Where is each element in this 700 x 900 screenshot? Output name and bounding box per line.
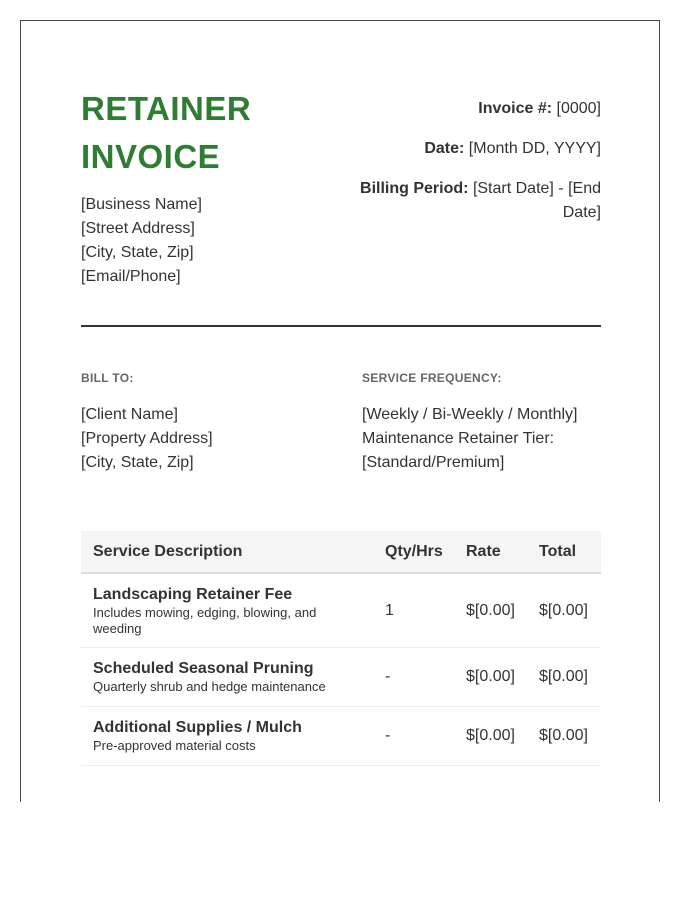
invoice-date-label: Date: xyxy=(424,140,465,157)
header-rate: Rate xyxy=(454,531,527,573)
service-detail: Pre-approved material costs xyxy=(93,738,256,753)
services-table xyxy=(81,531,601,766)
tier-value: [Standard/Premium] xyxy=(362,454,505,471)
service-frequency-info xyxy=(362,403,577,475)
invoice-number-row xyxy=(341,97,601,121)
service-name: Landscaping Retainer Fee xyxy=(93,585,293,603)
business-name: [Business Name] xyxy=(81,196,202,213)
header-qty-hrs: Qty/Hrs xyxy=(373,531,454,573)
service-detail: Includes mowing, edging, blowing, and weeding xyxy=(93,604,317,636)
client-city: [City, State, Zip] xyxy=(81,454,194,471)
invoice-date-value: [Month DD, YYYY] xyxy=(468,140,601,157)
invoice-number-label: Invoice #: xyxy=(478,100,553,117)
client-name: [Client Name] xyxy=(81,406,178,423)
table-row xyxy=(81,707,601,766)
total-cell: $[0.00] xyxy=(527,648,601,707)
service-name: Scheduled Seasonal Pruning xyxy=(93,660,314,677)
business-street: [Street Address] xyxy=(81,220,195,237)
header-total: Total xyxy=(527,531,601,573)
total-cell: $[0.00] xyxy=(527,707,601,766)
invoice-page xyxy=(20,20,660,802)
bill-to-label: BILL TO: xyxy=(81,371,134,385)
service-description-cell xyxy=(81,648,373,707)
service-description-cell xyxy=(81,707,373,766)
invoice-title xyxy=(81,85,251,181)
invoice-meta xyxy=(341,97,601,241)
invoice-date-row xyxy=(341,137,601,161)
qty-cell: - xyxy=(373,707,454,766)
total-cell: $[0.00] xyxy=(527,573,601,648)
billing-period-value: [Start Date] - [End Date] xyxy=(472,180,601,221)
billing-period-label: Billing Period: xyxy=(360,180,469,197)
client-property: [Property Address] xyxy=(81,430,213,447)
business-city: [City, State, Zip] xyxy=(81,244,194,261)
title-line-1: RETAINER xyxy=(81,90,252,127)
bill-to-info xyxy=(81,403,213,475)
frequency-value: [Weekly / Bi-Weekly / Monthly] xyxy=(362,406,578,423)
tier-label: Maintenance Retainer Tier: xyxy=(362,430,555,447)
rate-cell: $[0.00] xyxy=(454,707,527,766)
service-detail: Quarterly shrub and hedge maintenance xyxy=(93,679,326,694)
qty-cell: - xyxy=(373,648,454,707)
table-header-row xyxy=(81,531,601,573)
rate-cell: $[0.00] xyxy=(454,573,527,648)
service-description-cell xyxy=(81,573,373,648)
qty-cell: 1 xyxy=(373,573,454,648)
table-row xyxy=(81,648,601,707)
table-row xyxy=(81,573,601,648)
service-name: Additional Supplies / Mulch xyxy=(93,719,302,736)
header-service-description: Service Description xyxy=(81,531,373,573)
title-line-2: INVOICE xyxy=(81,138,221,175)
business-contact: [Email/Phone] xyxy=(81,268,181,285)
invoice-number-value: [0000] xyxy=(556,100,601,117)
business-info xyxy=(81,193,202,289)
rate-cell: $[0.00] xyxy=(454,648,527,707)
service-frequency-label: SERVICE FREQUENCY: xyxy=(362,371,502,385)
billing-period-row xyxy=(341,177,601,225)
header-divider xyxy=(81,325,601,327)
